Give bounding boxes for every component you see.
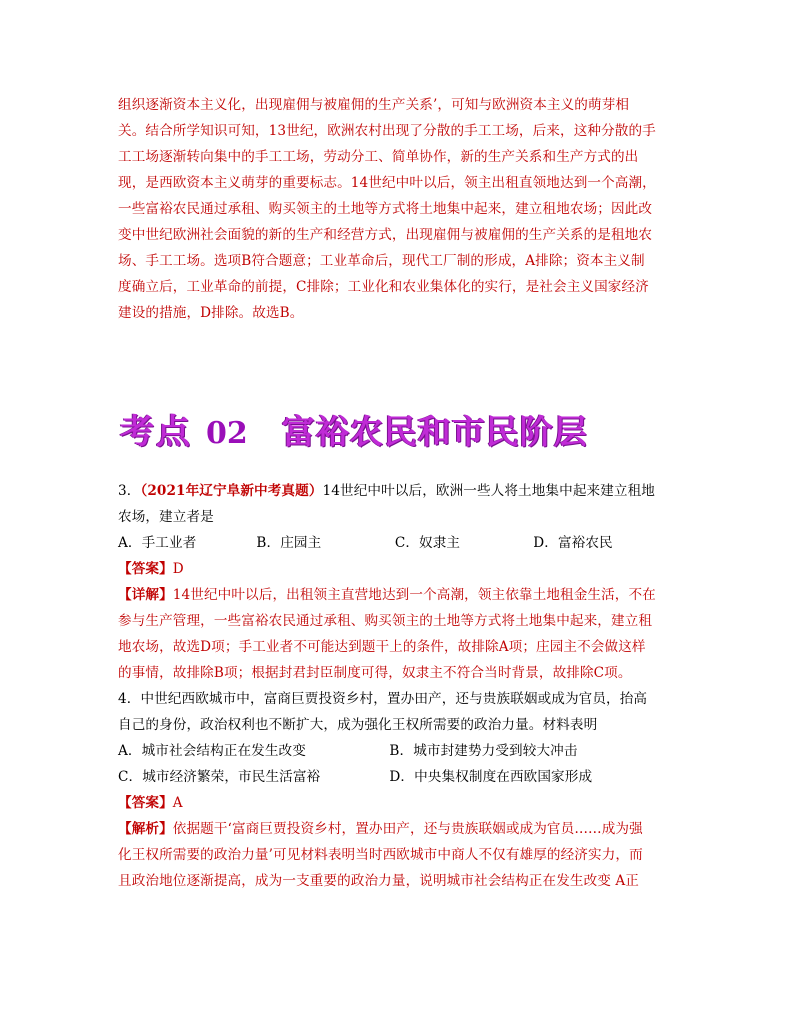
analysis-line: 且政治地位逐渐提高，成为一支重要的政治力量，说明城市社会结构正在发生改变 A正 xyxy=(118,873,640,889)
analysis-line: 化王权所需要的政治力量’可见材料表明当时西欧城市中商人不仅有雄厚的经济实力，而 xyxy=(118,847,643,863)
option-a: A．城市社会结构正在发生改变 xyxy=(118,743,306,759)
option-a: A．手工业者 xyxy=(118,535,197,551)
previous-analysis xyxy=(118,92,678,326)
question-4-options-row-2 xyxy=(118,764,678,790)
analysis-line: 一些富裕农民通过承租、购买领主的土地等方式将土地集中起来，建立租地农场；因此改 xyxy=(118,201,653,217)
section-heading xyxy=(120,404,588,456)
question-source: （2021年辽宁阜新中考真题） xyxy=(140,483,323,499)
detail-text: 14世纪中叶以后，出租领主直营地达到一个高潮，领主依靠土地租金生活，不在 xyxy=(172,587,656,603)
option-b: B．城市封建势力受到较大冲击 xyxy=(389,743,578,759)
question-3-stem-cont: 农场，建立者是 xyxy=(118,509,214,525)
detail-line: 参与生产管理，一些富裕农民通过承租、购买领主的土地等方式将土地集中起来，建立租 xyxy=(118,613,653,629)
question-4-answer xyxy=(118,790,678,816)
option-d: D．富裕农民 xyxy=(533,535,613,551)
option-b: B．庄园主 xyxy=(256,535,322,551)
analysis-line: 建设的措施，D排除。故选B。 xyxy=(118,305,304,321)
analysis-line: 度确立后，工业革命的前提，C排除；工业化和农业集体化的实行，是社会主义国家经济 xyxy=(118,279,649,295)
question-3-options xyxy=(118,530,678,556)
detail-line: 的事情，故排除B项；根据封君封臣制度可得，奴隶主不符合当时背景，故排除C项。 xyxy=(118,665,632,681)
question-4-options-row-1 xyxy=(118,738,678,764)
question-4-stem-cont: 自己的身份，政治权利也不断扩大，成为强化王权所需要的政治力量。材料表明 xyxy=(118,717,598,733)
analysis-text: 依据题干‘富商巨贾投资乡村，置办田产，还与贵族联姻或成为官员……成为强 xyxy=(172,821,643,837)
section-number: 02 xyxy=(206,416,248,451)
question-stem-text: 中世纪西欧城市中，富商巨贾投资乡村，置办田产，还与贵族联姻或成为官员，抬高 xyxy=(140,691,648,707)
answer-tag: 【答案】 xyxy=(118,795,173,811)
option-d: D．中央集权制度在西欧国家形成 xyxy=(389,769,593,785)
question-3-answer xyxy=(118,556,678,582)
section-label: 考点 xyxy=(120,412,192,452)
question-number: 3． xyxy=(118,483,141,499)
question-3-detail xyxy=(118,582,678,608)
option-c: C．奴隶主 xyxy=(394,535,461,551)
analysis-tag: 【解析】 xyxy=(118,821,173,837)
section-title: 富裕农民和市民阶层 xyxy=(281,412,588,451)
analysis-line: 工工场逐渐转向集中的手工工场，劳动分工、简单协作，新的生产关系和生产方式的出 xyxy=(118,149,639,165)
analysis-line: 关。结合所学知识可知，13世纪，欧洲农村出现了分散的手工工场，后来，这种分散的手 xyxy=(118,123,656,139)
analysis-line: 变中世纪欧洲社会面貌的新的生产和经营方式，出现雇佣与被雇佣的生产关系的是租地农 xyxy=(118,227,653,243)
detail-line: 地农场，故选D项；手工业者不可能达到题干上的条件，故排除A项；庄园主不会做这样 xyxy=(118,639,646,655)
analysis-line: 组织逐渐资本主义化，出现雇佣与被雇佣的生产关系’，可知与欧洲资本主义的萌芽相 xyxy=(118,97,630,113)
analysis-line: 现，是西欧资本主义萌芽的重要标志。14世纪中叶以后，领主出租直领地达到一个高潮， xyxy=(118,175,656,191)
answer-value: A xyxy=(172,795,183,811)
question-4-stem xyxy=(118,686,678,712)
questions-block xyxy=(118,478,678,894)
question-stem-text: 14世纪中叶以后，欧洲一些人将土地集中起来建立租地 xyxy=(322,483,655,499)
option-c: C．城市经济繁荣，市民生活富裕 xyxy=(118,769,321,785)
analysis-line: 场、手工工场。选项B符合题意；工业革命后，现代工厂制的形成，A排除；资本主义制 xyxy=(118,253,645,269)
question-3-stem xyxy=(118,478,678,504)
question-4-analysis xyxy=(118,816,678,842)
question-number: 4． xyxy=(118,691,141,707)
answer-value: D xyxy=(172,561,184,577)
detail-tag: 【详解】 xyxy=(118,587,173,603)
answer-tag: 【答案】 xyxy=(118,561,173,577)
